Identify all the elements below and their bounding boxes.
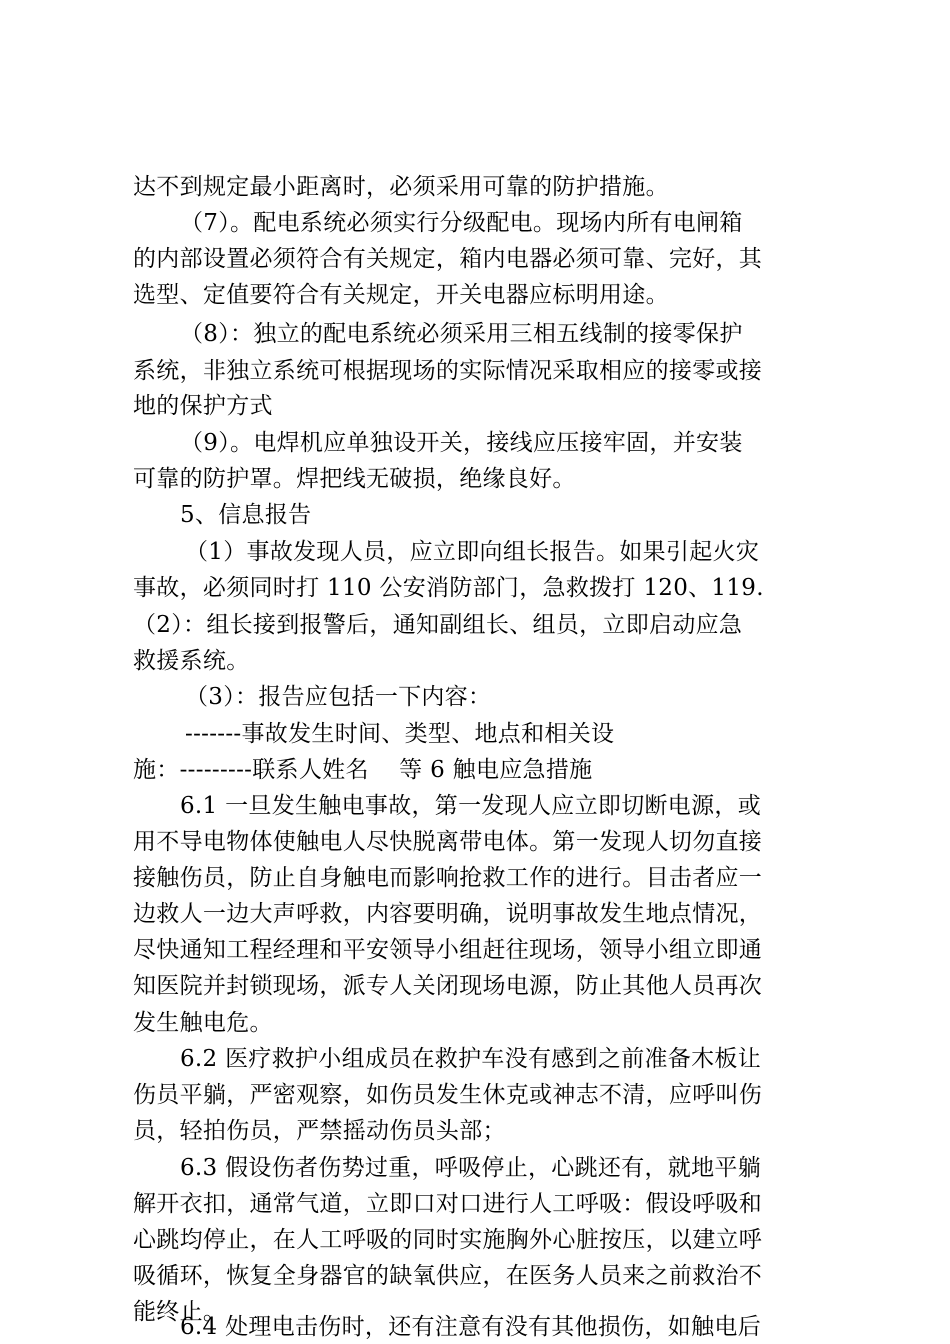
text-line: （2）：组长接到报警后，通知副组长、组员，立即启动应急 [133,612,743,638]
text-line: 事故，必须同时打 110 公安消防部门，急救拨打 120、119. [133,575,764,601]
text-line: （7）。配电系统必须实行分级配电。现场内所有电闸箱 [180,210,743,236]
text-line: 救援系统。 [133,648,250,674]
text-line: 用不导电物体使触电人尽快脱离带电体。第一发现人切勿直接 [133,829,763,855]
text-line: 达不到规定最小距离时，必须采用可靠的防护措施。 [133,174,669,200]
text-line: 吸循环，恢复全身器官的缺氧供应，在医务人员来之前救治不 [133,1263,763,1289]
text-line: 6.4 处理电击伤时，还有注意有没有其他损伤，如触电后 [180,1314,761,1340]
text-line: （9）。电焊机应单独设开关，接线应压接牢固，并安装 [180,430,743,456]
text-line: 员，轻拍伤员，严禁摇动伤员头部； [133,1118,506,1144]
text-line: 6.1 一旦发生触电事故，第一发现人应立即切断电源，或 [180,793,761,819]
text-line: -------事故发生时间、类型、地点和相关设 [185,721,615,747]
text-line: 系统，非独立系统可根据现场的实际情况采取相应的接零或接 [133,358,763,384]
text-line: （8）：独立的配电系统必须采用三相五线制的接零保护 [180,321,743,347]
text-line: 尽快通知工程经理和平安领导小组赶往现场，领导小组立即通 [133,937,763,963]
text-line: 发生触电危。 [133,1010,273,1036]
section-heading: 5、信息报告 [180,502,312,528]
text-line: 能终止。 [133,1299,227,1325]
text-line: 选型、定值要符合有关规定，开关电器应标明用途。 [133,282,669,308]
text-line: （3）：报告应包括一下内容： [185,684,492,710]
text-line: 可靠的防护罩。焊把线无破损，绝缘良好。 [133,466,576,492]
text-line: 的内部设置必须符合有关规定，箱内电器必须可靠、完好，其 [133,246,763,272]
text-line: 6.3 假设伤者伤势过重，呼吸停止，心跳还有，就地平躺 [180,1155,761,1181]
text-line: 边救人一边大声呼救，内容要明确，说明事故发生地点情况， [133,901,763,927]
text-line: 解开衣扣，通常气道，立即口对口进行人工呼吸：假设呼吸和 [133,1191,763,1217]
text-line: 6.2 医疗救护小组成员在救护车没有感到之前准备木板让 [180,1046,761,1072]
text-line: （1）事故发现人员，应立即向组长报告。如果引起火灾 [185,539,760,565]
text-line: 地的保护方式 [133,393,273,419]
text-line: 施：---------联系人姓名 等 6 触电应急措施 [133,757,593,783]
text-line: 知医院并封锁现场，派专人关闭现场电源，防止其他人员再次 [133,973,763,999]
text-line: 伤员平躺，严密观察，如伤员发生休克或神志不清，应呼叫伤 [133,1082,763,1108]
text-line: 接触伤员，防止自身触电而影响抢救工作的进行。目击者应一 [133,865,763,891]
text-line: 心跳均停止，在人工呼吸的同时实施胸外心脏按压，以建立呼 [133,1227,763,1253]
